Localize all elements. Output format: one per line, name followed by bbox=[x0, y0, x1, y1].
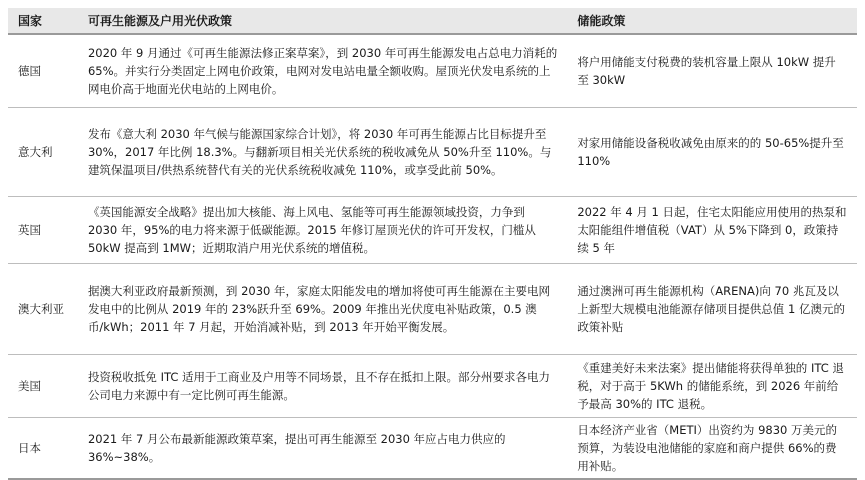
pv-policy-cell: 2021 年 7 月公布最新能源政策草案，提出可再生能源至 2030 年应占电力供应的 36%~38%。 bbox=[78, 418, 567, 480]
table-row bbox=[8, 264, 857, 355]
pv-policy-cell: 《英国能源安全战略》提出加大核能、海上风电、氢能等可再生能源领域投资，力争到 2030 年，95%的电力将来源于低碳能源。2015 年修订屋顶光伏的许可开发权，门槛从 50kW 提高到 1MW；近期取消户用光伏系统的增值税。 bbox=[78, 197, 567, 264]
header-pv-policy: 可再生能源及户用光伏政策 bbox=[78, 8, 567, 34]
country-cell: 澳大利亚 bbox=[8, 264, 78, 355]
storage-policy-cell: 通过澳洲可再生能源机构（ARENA)向 70 兆瓦及以上新型大规模电池能源存储项目提供总值 1 亿澳元的政策补贴 bbox=[567, 264, 857, 355]
table-row bbox=[8, 34, 857, 108]
storage-policy-cell: 2022 年 4 月 1 日起，住宅太阳能应用使用的热泵和太阳能组件增值税（VAT）从 5%下降到 0，政策持续 5 年 bbox=[567, 197, 857, 264]
pv-policy-cell: 2020 年 9 月通过《可再生能源法修正案草案》，到 2030 年可再生能源发电占总电力消耗的 65%。并实行分类固定上网电价政策，电网对发电站电量全额收购。屋顶光伏发电系统的上网电价高于地面光伏电站的上网电价。 bbox=[78, 34, 567, 108]
pv-policy-cell: 发布《意大利 2030 年气候与能源国家综合计划》，将 2030 年可再生能源占比目标提升至 30%，2017 年比例 18.3%。与翻新项目相关光伏系统的税收减免从 50%升至 110%。与建筑保温项目/供热系统替代有关的光伏系统税收减免 110%，或享受此前 50%。 bbox=[78, 108, 567, 197]
country-cell: 英国 bbox=[8, 197, 78, 264]
storage-policy-cell: 对家用储能设备税收减免由原来的的 50-65%提升至 110% bbox=[567, 108, 857, 197]
table-row bbox=[8, 197, 857, 264]
header-storage-policy: 储能政策 bbox=[567, 8, 857, 34]
storage-policy-cell: 《重建美好未来法案》提出储能将获得单独的 ITC 退税，对于高于 5KWh 的储能系统，到 2026 年前给予最高 30%的 ITC 退税。 bbox=[567, 355, 857, 418]
storage-policy-cell: 日本经济产业省（METI）出资约为 9830 万美元的预算，为装设电池储能的家庭和商户提供 66%的费用补贴。 bbox=[567, 418, 857, 480]
country-cell: 美国 bbox=[8, 355, 78, 418]
policy-table bbox=[8, 8, 857, 480]
table-row bbox=[8, 418, 857, 480]
country-cell: 日本 bbox=[8, 418, 78, 480]
header-country: 国家 bbox=[8, 8, 78, 34]
table-row bbox=[8, 108, 857, 197]
country-cell: 德国 bbox=[8, 34, 78, 108]
table-header-row bbox=[8, 8, 857, 34]
country-cell: 意大利 bbox=[8, 108, 78, 197]
storage-policy-cell: 将户用储能支付税费的装机容量上限从 10kW 提升至 30kW bbox=[567, 34, 857, 108]
pv-policy-cell: 据澳大利亚政府最新预测，到 2030 年，家庭太阳能发电的增加将使可再生能源在主要电网发电中的比例从 2019 年的 23%跃升至 69%。2009 年推出光伏度电补贴政策，0.5 澳币/kWh；2011 年 7 月起，开始消减补贴，到 2013 年开始平衡发展。 bbox=[78, 264, 567, 355]
table-row bbox=[8, 355, 857, 418]
pv-policy-cell: 投资税收抵免 ITC 适用于工商业及户用等不同场景，且不存在抵扣上限。部分州要求各电力公司电力来源中有一定比例可再生能源。 bbox=[78, 355, 567, 418]
